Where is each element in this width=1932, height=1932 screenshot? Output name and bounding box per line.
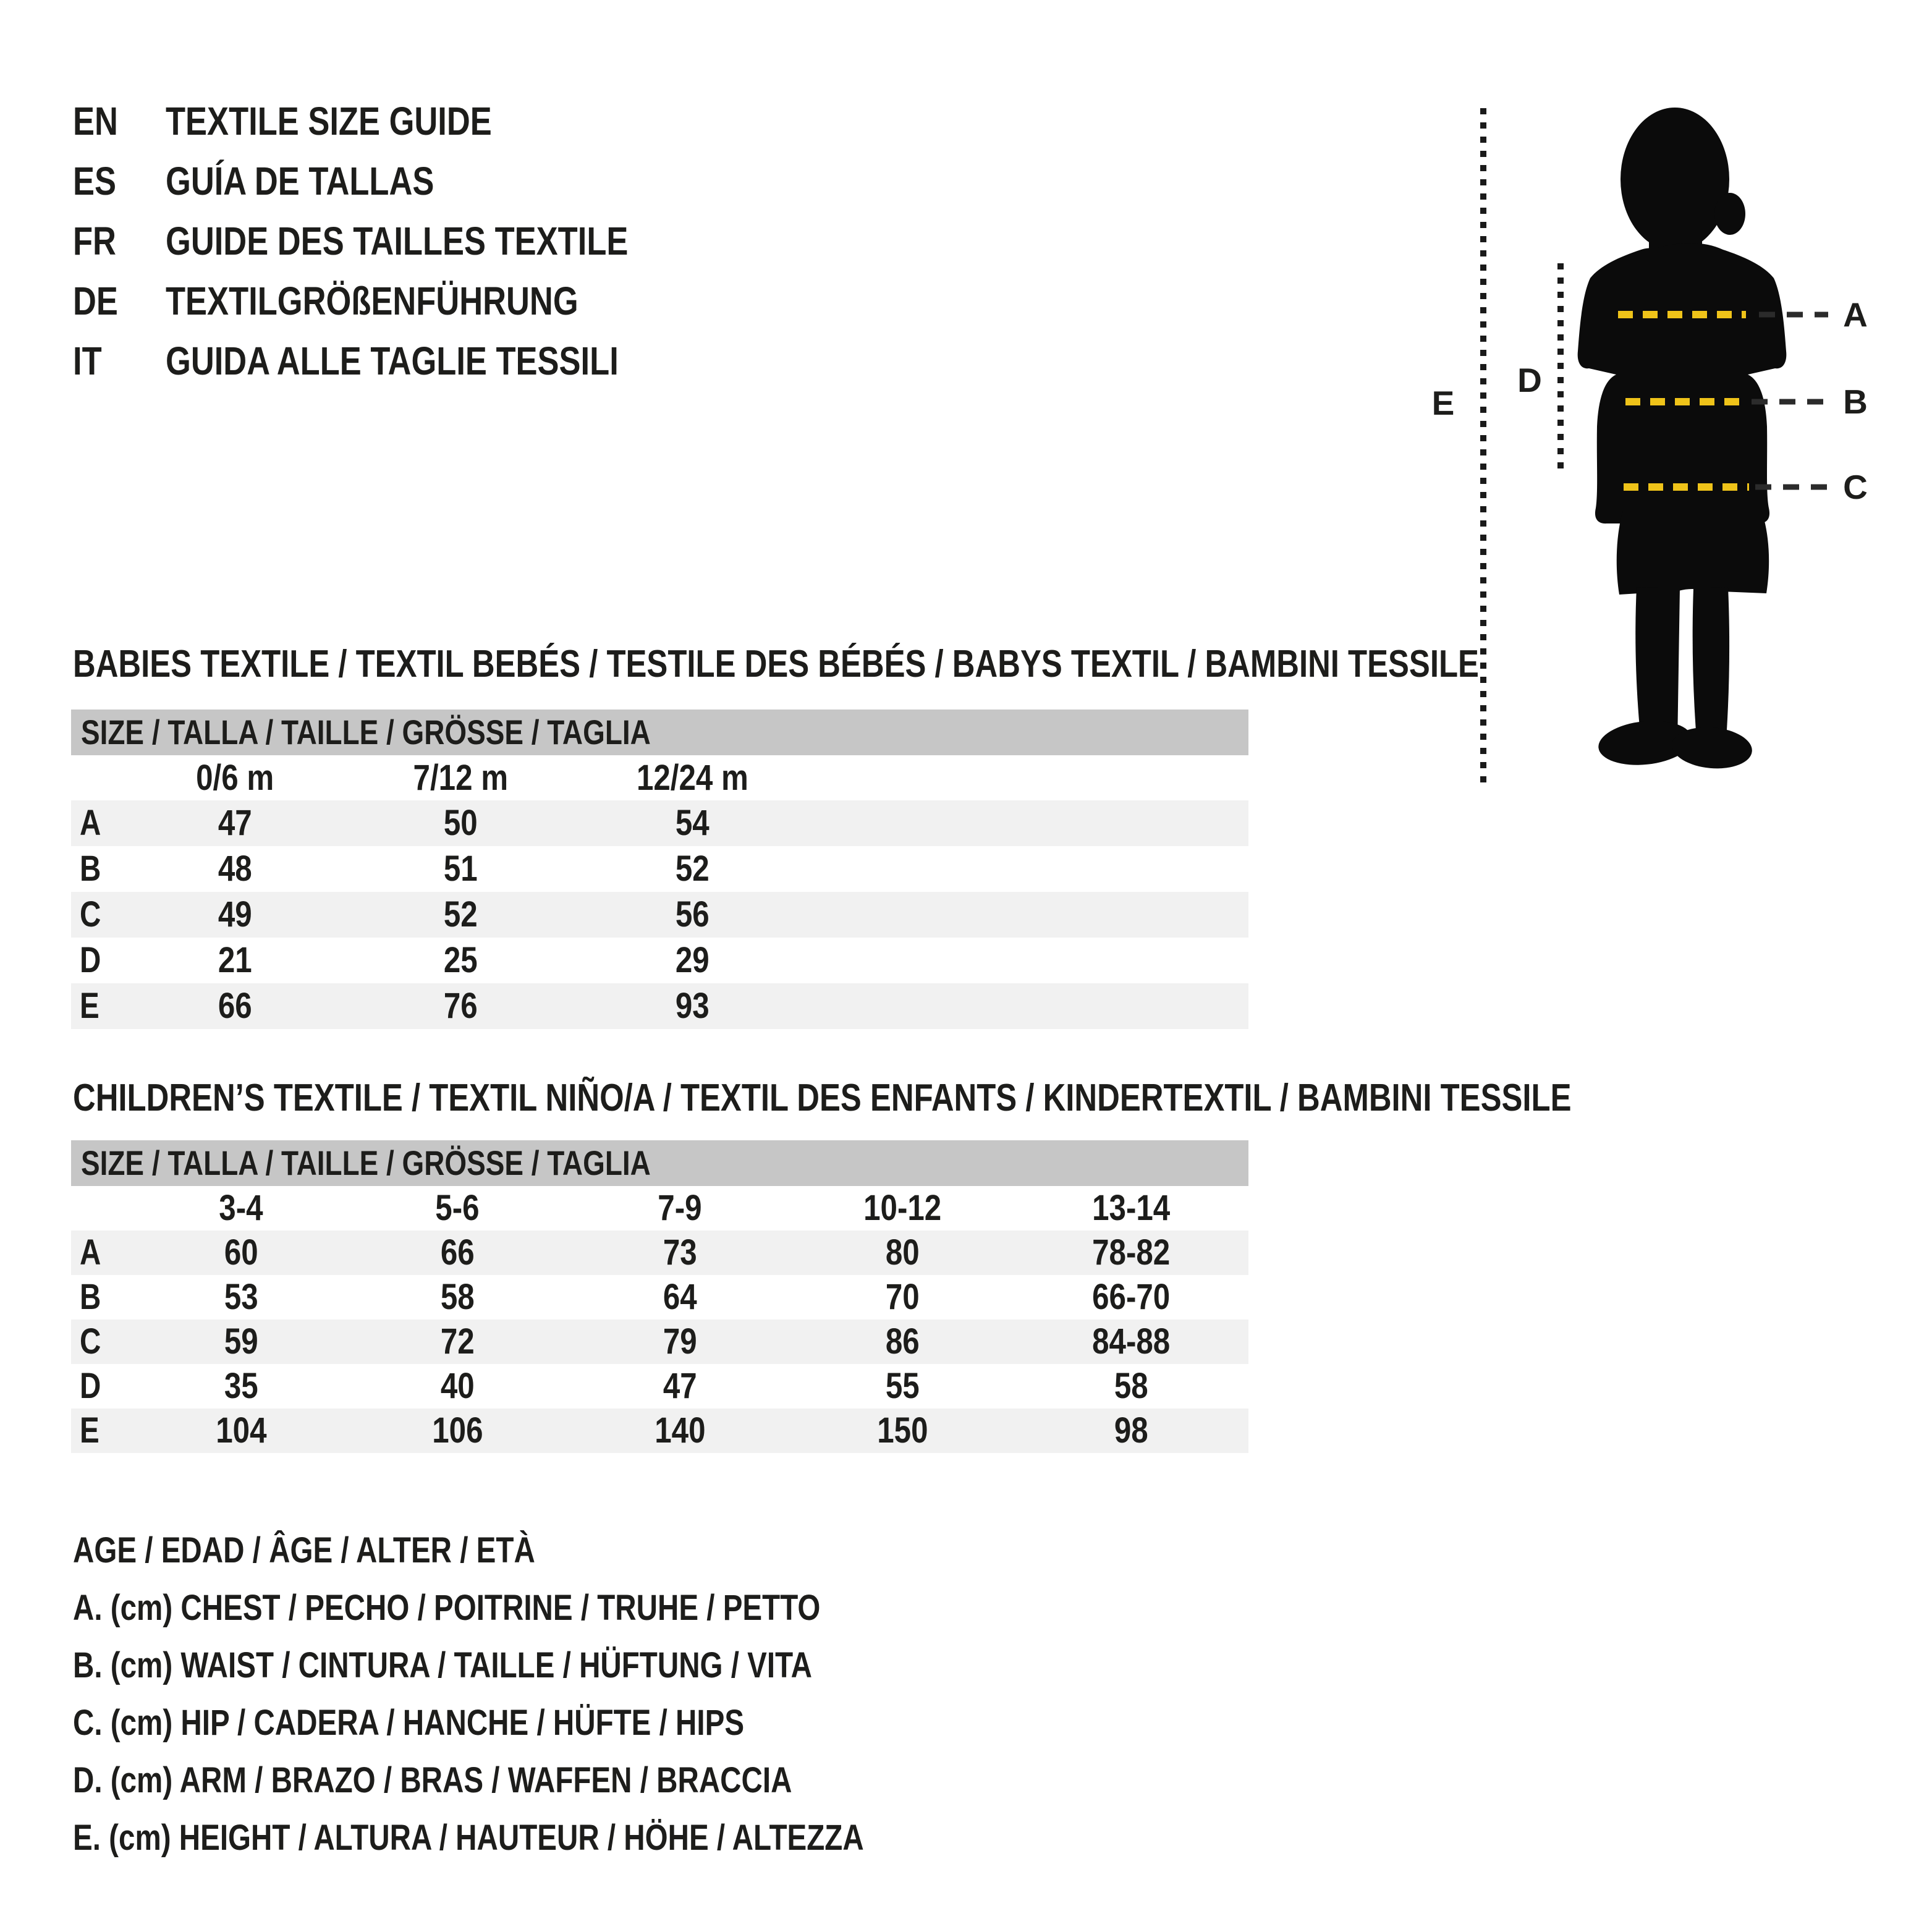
babies-size-table: [71, 710, 1248, 1029]
table-row: [71, 846, 1248, 892]
guide-title-en: TEXTILE SIZE GUIDE: [166, 99, 492, 143]
size-header-bar: [71, 1140, 1248, 1186]
cell-value: 21: [218, 940, 252, 980]
babies-section-title: BABIES TEXTILE / TEXTIL BEBÉS / TESTILE DES BÉBÉS / BABYS TEXTIL / BAMBINI TESSILE: [73, 643, 1479, 685]
cell-value: 40: [440, 1366, 475, 1406]
guide-title-fr: GUIDE DES TAILLES TEXTILE: [166, 219, 629, 263]
cell-value: 47: [663, 1366, 697, 1406]
row-label: D: [80, 940, 101, 980]
cell-value: 104: [215, 1410, 267, 1451]
cell-value: 66: [440, 1232, 475, 1273]
cell-value: 49: [218, 894, 252, 934]
cell-value: 47: [218, 803, 252, 843]
legend-chest: A. (cm) CHEST / PECHO / POITRINE / TRUHE / PETTO: [73, 1588, 821, 1628]
table-row: [71, 800, 1248, 846]
column-header-row: [71, 755, 1248, 800]
cell-value: 64: [663, 1277, 697, 1317]
guide-title-de: TEXTILGRÖßENFÜHRUNG: [166, 279, 578, 323]
child-measurement-figure: [1415, 87, 1932, 803]
cell-value: 98: [1114, 1410, 1148, 1451]
cell-value: 66: [218, 986, 252, 1026]
cell-value: 48: [218, 849, 252, 889]
measure-label-d: D: [1517, 361, 1542, 399]
cell-value: 150: [876, 1410, 928, 1451]
row-label: C: [80, 894, 101, 934]
language-title-block: [73, 91, 730, 391]
cell-value: 72: [440, 1321, 475, 1362]
silhouette-shirt: [1578, 243, 1787, 523]
table-row: [71, 1320, 1248, 1364]
cell-value: 25: [444, 940, 478, 980]
cell-value: 60: [224, 1232, 258, 1273]
cell-value: 59: [224, 1321, 258, 1362]
column-header: 12/24 m: [636, 758, 748, 798]
table-row: [71, 938, 1248, 983]
row-label: A: [80, 803, 101, 843]
guide-title-es: GUÍA DE TALLAS: [166, 159, 434, 203]
column-header: 0/6 m: [195, 758, 274, 798]
silhouette-ear: [1714, 193, 1745, 235]
cell-value: 51: [444, 849, 478, 889]
size-header-label: SIZE / TALLA / TAILLE / GRÖSSE / TAGLIA: [81, 713, 651, 752]
language-row-de: [73, 271, 730, 331]
cell-value: 35: [224, 1366, 258, 1406]
cell-value: 86: [885, 1321, 920, 1362]
cell-value: 106: [431, 1410, 483, 1451]
cell-value: 53: [224, 1277, 258, 1317]
cell-value: 76: [444, 986, 478, 1026]
cell-value: 58: [1114, 1366, 1148, 1406]
row-label: B: [80, 1277, 101, 1317]
cell-value: 55: [885, 1366, 920, 1406]
measure-label-e: E: [1431, 384, 1455, 422]
guide-title-it: GUIDA ALLE TAGLIE TESSILI: [166, 339, 619, 383]
row-label: D: [80, 1366, 101, 1406]
table-row: [71, 1364, 1248, 1409]
cell-value: 78-82: [1091, 1232, 1171, 1273]
row-label: C: [80, 1321, 101, 1362]
silhouette-shorts: [1617, 511, 1769, 595]
language-code: EN: [73, 99, 118, 143]
row-label: E: [80, 986, 100, 1026]
column-header: 3-4: [219, 1188, 263, 1228]
row-label: E: [80, 1410, 100, 1451]
cell-value: 73: [663, 1232, 697, 1273]
table-row: [71, 892, 1248, 938]
language-code: DE: [73, 279, 118, 323]
cell-value: 29: [675, 940, 710, 980]
cell-value: 79: [663, 1321, 697, 1362]
language-row-fr: [73, 211, 730, 271]
legend-arm: D. (cm) ARM / BRAZO / BRAS / WAFFEN / BRACCIA: [73, 1760, 792, 1800]
column-header: 7/12 m: [413, 758, 509, 798]
cell-value: 84-88: [1091, 1321, 1171, 1362]
legend-hip: C. (cm) HIP / CADERA / HANCHE / HÜFTE / HIPS: [73, 1703, 745, 1743]
language-row-en: [73, 91, 730, 151]
cell-value: 80: [885, 1232, 920, 1273]
measure-label-a: A: [1843, 295, 1868, 334]
table-row: [71, 983, 1248, 1029]
cell-value: 56: [675, 894, 710, 934]
cell-value: 140: [654, 1410, 706, 1451]
language-row-es: [73, 151, 730, 211]
table-row: [71, 1275, 1248, 1320]
table-row: [71, 1231, 1248, 1275]
language-code: FR: [73, 219, 116, 263]
language-row-it: [73, 331, 730, 391]
column-header: 5-6: [435, 1188, 480, 1228]
children-section-title: CHILDREN’S TEXTILE / TEXTIL NIÑO/A / TEXTIL DES ENFANTS / KINDERTEXTIL / BAMBINI TESSILE: [73, 1077, 1572, 1119]
legend-height: E. (cm) HEIGHT / ALTURA / HAUTEUR / HÖHE / ALTEZZA: [73, 1818, 864, 1858]
legend-waist: B. (cm) WAIST / CINTURA / TAILLE / HÜFTUNG / VITA: [73, 1645, 812, 1685]
row-label: A: [80, 1232, 101, 1273]
column-header: 13-14: [1091, 1188, 1171, 1228]
children-size-table: [71, 1140, 1248, 1453]
cell-value: 93: [675, 986, 710, 1026]
cell-value: 50: [444, 803, 478, 843]
cell-value: 70: [885, 1277, 920, 1317]
size-header-label: SIZE / TALLA / TAILLE / GRÖSSE / TAGLIA: [81, 1143, 651, 1182]
cell-value: 52: [444, 894, 478, 934]
language-code: IT: [73, 339, 102, 383]
measure-label-b: B: [1843, 383, 1868, 421]
measurement-legend: [73, 1522, 1038, 1866]
legend-age: AGE / EDAD / ÂGE / ALTER / ETÀ: [73, 1530, 535, 1570]
row-label: B: [80, 849, 101, 889]
language-code: ES: [73, 159, 117, 203]
measure-label-c: C: [1843, 468, 1868, 506]
column-header: 7-9: [658, 1188, 702, 1228]
column-header: 10-12: [863, 1188, 942, 1228]
cell-value: 52: [675, 849, 710, 889]
cell-value: 58: [440, 1277, 475, 1317]
cell-value: 54: [675, 803, 710, 843]
cell-value: 66-70: [1091, 1277, 1171, 1317]
column-header-row: [71, 1186, 1248, 1231]
size-header-bar: [71, 710, 1248, 755]
table-row: [71, 1409, 1248, 1453]
